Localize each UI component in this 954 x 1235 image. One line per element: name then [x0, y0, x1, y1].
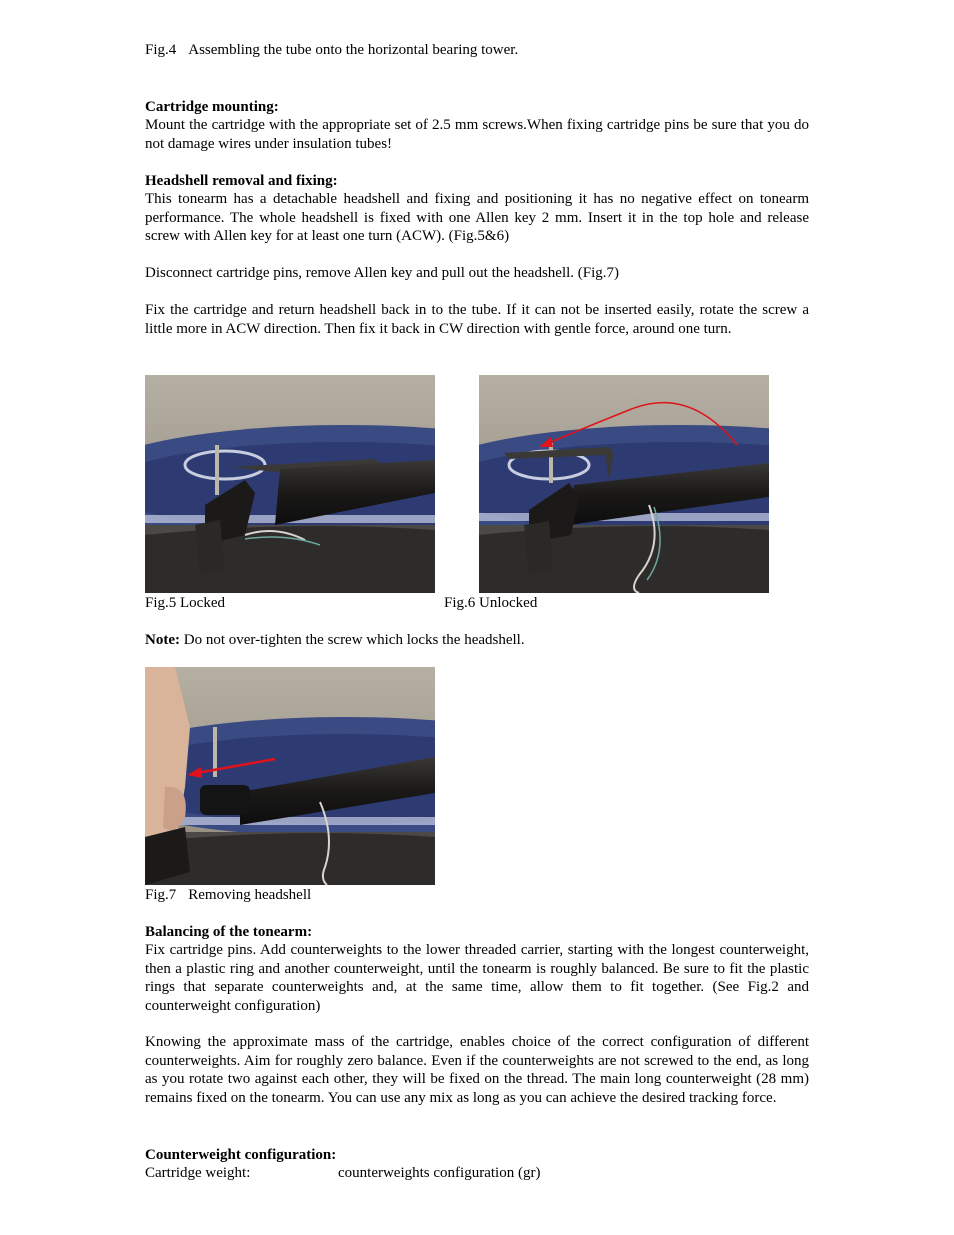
- fig7-photo: [145, 667, 435, 885]
- fig7-text: Removing headshell: [188, 887, 312, 903]
- note-label: Note:: [145, 632, 180, 648]
- fig7-caption: [145, 886, 311, 904]
- fig4-text: Assembling the tube onto the horizontal bearing tower.: [188, 42, 519, 58]
- headshell-heading: Headshell removal and fixing:: [145, 173, 338, 189]
- counterweight-config-label-wrap: [338, 1164, 540, 1182]
- fig6-caption: Fig.6 Unlocked: [444, 595, 538, 611]
- balancing-heading: Balancing of the tonearm:: [145, 924, 313, 940]
- fig4-label: Fig.4: [145, 42, 177, 58]
- cartridge-weight-label: Cartridge weight:: [145, 1165, 251, 1181]
- note-text: Do not over-tighten the screw which locks the headshell.: [183, 632, 525, 648]
- headshell-paragraph-1: This tonearm has a detachable headshell and fixing and positioning it has no negative effect on tonearm performance. The whole headshell is fixed with one Allen key 2 mm. Insert it in the top hole and release screw with Allen key for at least one turn (ACW). (Fig.5&6): [145, 191, 809, 244]
- fig6-photo: [479, 375, 769, 593]
- counterweight-heading: Counterweight configuration:: [145, 1147, 337, 1163]
- fig4-caption: [145, 41, 518, 59]
- cartridge-mounting-body: Mount the cartridge with the appropriate set of 2.5 mm screws.When fixing cartridge pins be sure that you do not damage wires under insulation tubes!: [145, 117, 809, 152]
- headshell-paragraph-2: Disconnect cartridge pins, remove Allen key and pull out the headshell. (Fig.7): [145, 265, 620, 281]
- cartridge-mounting-heading: Cartridge mounting:: [145, 99, 279, 115]
- headshell-paragraph-3: Fix the cartridge and return headshell back in to the tube. If it can not be inserted easily, rotate the screw a little more in ACW direction. Then fix it back in CW direction with gentle force, around one turn.: [145, 302, 809, 337]
- balancing-paragraph-2: Knowing the approximate mass of the cartridge, enables choice of the correct configuration of different counterweights. Aim for roughly zero balance. Even if the counterweights are not screwed to the end, as long as you rotate two against each other, they will be fixed on the thread. The main long counterweight (28 mm) remains fixed on the tonearm. You can use any mix as long as you can achieve the desired tracking force.: [145, 1034, 809, 1106]
- fig5-caption: Fig.5 Locked: [145, 595, 225, 611]
- counterweight-table-header: [145, 1164, 250, 1182]
- fig7-label: Fig.7: [145, 887, 177, 903]
- fig5-photo: [145, 375, 435, 593]
- note-paragraph: [145, 631, 809, 650]
- counterweight-config-label: counterweights configuration (gr): [338, 1165, 541, 1181]
- balancing-paragraph-1: Fix cartridge pins. Add counterweights to the lower threaded carrier, starting with the longest counterweight, then a plastic ring and another counterweight, until the tonearm is roughly balanced. Be sure to fit the plastic rings that separate counterweights and, at the same time, allow them to fit together. (See Fig.2 and counterweight configuration): [145, 942, 809, 1014]
